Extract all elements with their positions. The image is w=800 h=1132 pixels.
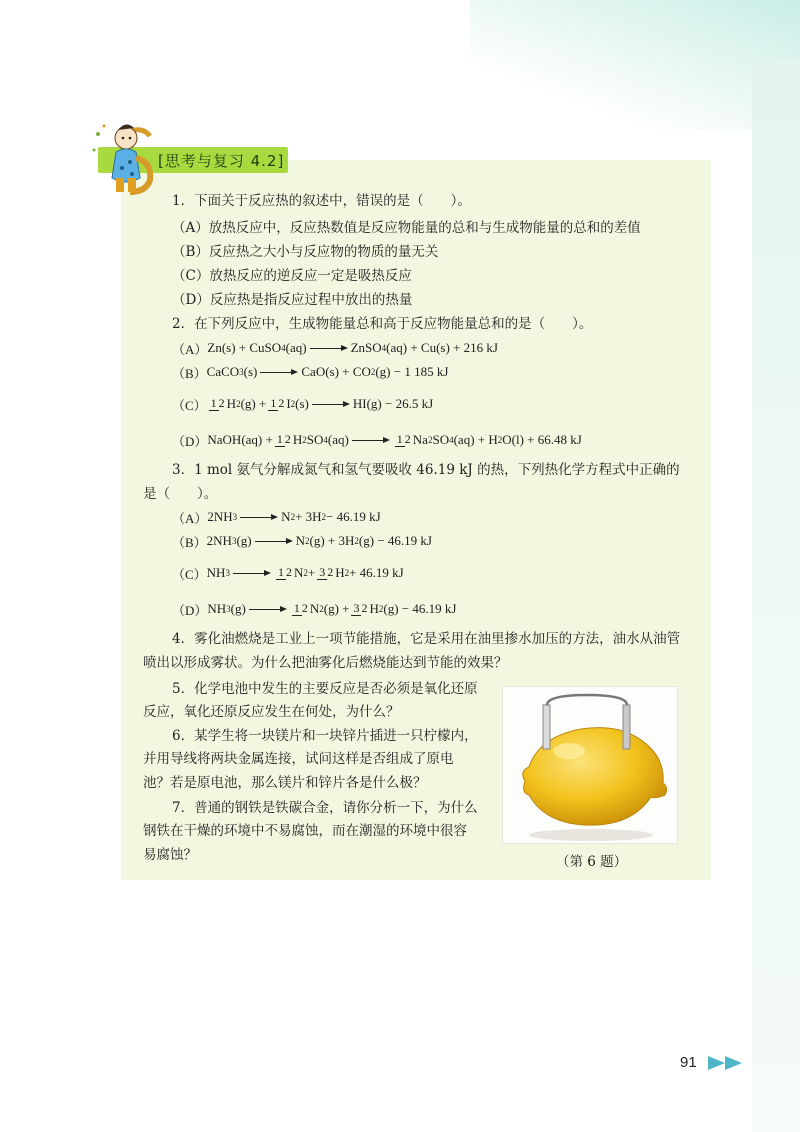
q1-option-b: （B）反应热之大小与反应物的物质的量无关 [172, 244, 439, 260]
sub-2: 2 [236, 399, 241, 409]
sub-2: 2 [321, 512, 327, 522]
q4-line1: 4．雾化油燃烧是工业上一项节能措施，它是采用在油里掺水加压的方法，油水从油管 [172, 631, 681, 647]
q2-d-h2so4: H [292, 432, 303, 447]
reaction-arrow-icon [312, 399, 350, 409]
sub-3: 3 [226, 604, 231, 614]
sub-2: 2 [305, 536, 310, 546]
q3-b-h: (g) + 3H [309, 533, 355, 548]
q3-option-c [172, 556, 404, 590]
q3-a-label: （A） [172, 510, 208, 526]
q2-option-d [172, 423, 582, 457]
sub-4: 4 [449, 435, 454, 445]
q3-d-h: H [369, 601, 379, 616]
fraction-half: 1 2 [396, 432, 411, 446]
q2-d-label: （D） [172, 433, 208, 449]
reaction-arrow-icon [255, 536, 293, 546]
q2-d-na-so: SO [432, 432, 450, 447]
sub-2: 2 [344, 568, 350, 578]
q3-c-left: NH [206, 565, 226, 580]
q3-a-n: N [281, 509, 291, 524]
q1-option-d: （D）反应热是指反应过程中放出的热量 [172, 292, 413, 308]
q5-line1: 5．化学电池中发生的主要反应是否必须是氧化还原 [172, 681, 478, 697]
q2-a-right-rest: (aq) + Cu(s) + 216 kJ [386, 340, 498, 355]
sub-2: 2 [354, 536, 359, 546]
q7-line2: 钢铁在干燥的环境中不易腐蚀，而在潮湿的环境中很容 [143, 823, 467, 839]
sub-4: 4 [323, 435, 328, 445]
q2-option-a [172, 339, 498, 357]
sub-3: 3 [239, 367, 244, 377]
sub-3: 3 [232, 512, 238, 522]
q1-option-a: （A）放热反应中，反应热数值是反应物能量的总和与生成物能量的总和的差值 [172, 220, 641, 236]
q3-c-h: H [335, 565, 345, 580]
mascot-illustration [88, 112, 160, 198]
sub-4: 4 [281, 343, 286, 353]
q2-a-right: ZnSO [350, 340, 382, 355]
q4-line2: 喷出以形成雾状。为什么把油雾化后燃烧能达到节能的效果？ [143, 655, 508, 671]
q3-stem-line2: 是（ ）。 [143, 486, 218, 502]
sub-4: 4 [381, 343, 387, 353]
sub-2: 2 [427, 435, 433, 445]
next-page-arrows-icon [708, 1055, 748, 1071]
sub-2: 2 [378, 604, 384, 614]
q2-a-left: Zn(s) + CuSO [207, 340, 282, 355]
q1-option-c: （C）放热反应的逆反应一定是吸热反应 [172, 268, 412, 284]
q6-line2: 并用导线将两块金属连接，试问这样是否组成了原电 [143, 751, 454, 767]
reaction-arrow-icon [249, 604, 287, 614]
q2-stem: 2．在下列反应中，生成物能量总和高于反应物能量总和的是（ ）。 [172, 316, 593, 332]
q3-d-plus: (g) + [323, 601, 350, 616]
fraction-three-halves: 3 2 [353, 601, 368, 615]
q7-line3: 易腐蚀？ [143, 847, 197, 863]
q3-d-n: N [309, 601, 320, 616]
q7-line1: 7．普通的钢铁是铁碳合金，请你分析一下，为什么 [172, 800, 478, 816]
q1-stem: 1．下面关于反应热的叙述中，错误的是（ ）。 [172, 193, 471, 209]
q2-a-left-state: (aq) [285, 340, 307, 355]
page-edge-strip [752, 58, 800, 1132]
q2-b-label: （B） [172, 365, 207, 381]
q2-c-h2: H [226, 396, 237, 411]
section-title: [思考与复习 4.2] [158, 152, 285, 170]
q3-stem-line1: 3．1 mol 氨气分解成氮气和氢气要吸收 46.19 kJ 的热，下列热化学方程式中正确的 [172, 462, 680, 478]
q3-c-plus: + [307, 565, 316, 580]
q2-option-c [172, 387, 433, 421]
q3-d-energy: (g) − 46.19 kJ [383, 601, 457, 616]
sub-2: 2 [290, 512, 296, 522]
fraction-three-halves: 3 2 [319, 565, 334, 579]
sub-2: 2 [319, 604, 324, 614]
q2-d-na-rest: (aq) + H [453, 432, 498, 447]
q3-d-label: （D） [172, 602, 208, 618]
q2-d-state: (aq) [327, 432, 349, 447]
sub-2: 2 [370, 367, 376, 377]
q2-d-left: NaOH(aq) + [207, 432, 273, 447]
q2-c-i2-state: (s) [295, 396, 309, 411]
q2-a-label: （A） [172, 341, 208, 357]
q3-option-b [172, 532, 432, 550]
q2-b-right-rest: (g) − 1 185 kJ [375, 364, 449, 379]
figure-caption: （第 6 题） [556, 854, 628, 870]
q3-c-n: N [293, 565, 304, 580]
q3-option-a [172, 508, 381, 526]
page-number: 91 [680, 1054, 697, 1071]
fraction-half: 1 2 [210, 396, 225, 410]
sub-3: 3 [225, 568, 230, 578]
q2-c-i2: I [286, 396, 291, 411]
q3-b-state: (g) [236, 533, 252, 548]
q2-b-left-state: (s) [243, 364, 258, 379]
q3-b-label: （B） [172, 534, 207, 550]
q2-b-left: CaCO [206, 364, 240, 379]
fraction-half: 1 2 [270, 396, 285, 410]
q3-b-n: N [295, 533, 306, 548]
reaction-arrow-icon [240, 512, 278, 522]
reaction-arrow-icon [352, 435, 390, 445]
q5-line2: 反应，氧化还原反应发生在何处，为什么？ [143, 704, 400, 720]
q3-c-label: （C） [172, 566, 207, 582]
reaction-arrow-icon [310, 343, 348, 353]
reaction-arrow-icon [233, 568, 271, 578]
q3-option-d [172, 592, 456, 626]
sub-2: 2 [303, 568, 308, 578]
fraction-half: 1 2 [293, 601, 308, 615]
q6-line1: 6．某学生将一块镁片和一块锌片插进一只柠檬内， [172, 728, 478, 744]
corner-decoration [470, 0, 800, 130]
q2-option-b [172, 363, 448, 381]
q2-c-right: HI(g) − 26.5 kJ [352, 396, 434, 411]
q3-d-state: (g) [230, 601, 246, 616]
fraction-half: 1 2 [276, 432, 291, 446]
sub-3: 3 [231, 536, 237, 546]
q3-b-energy: (g) − 46.19 kJ [358, 533, 432, 548]
q3-b-left: 2NH [206, 533, 232, 548]
sub-2: 2 [302, 435, 307, 445]
q3-c-energy: + 46.19 kJ [349, 565, 404, 580]
q6-line3: 池？若是原电池，那么镁片和锌片各是什么极？ [143, 775, 427, 791]
q2-d-na-end: O(l) + 66.48 kJ [502, 432, 582, 447]
sub-2: 2 [497, 435, 503, 445]
q2-d-na: Na [412, 432, 428, 447]
q2-c-h2-state: (g) + [240, 396, 267, 411]
q3-a-h: + 3H [295, 509, 322, 524]
q3-a-energy: − 46.19 kJ [326, 509, 381, 524]
q2-b-right: CaO(s) + CO [301, 364, 371, 379]
fraction-half: 1 2 [277, 565, 292, 579]
lemon-battery-photo [502, 686, 678, 844]
q3-a-left: 2NH [207, 509, 233, 524]
q2-c-label: （C） [172, 397, 207, 413]
sub-2: 2 [290, 399, 296, 409]
q3-d-left: NH [207, 601, 227, 616]
lemon-battery-illustration [503, 687, 677, 843]
q2-d-so: SO [306, 432, 324, 447]
reaction-arrow-icon [260, 367, 298, 377]
